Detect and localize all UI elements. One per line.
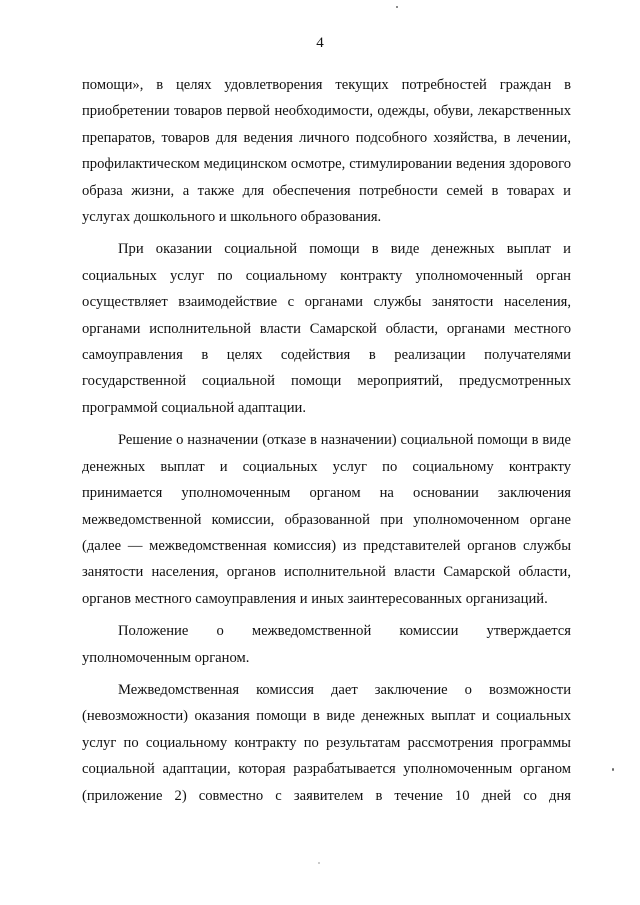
- paragraph-commission-conclusion: Межведомственная комиссия дает заключение о возможности (невозможности) оказания помощи в виде денежных выплат и социальных услуг по социальному контракту по результатам рассмотрения программы социальной адаптации, которая разрабатывается уполномоченным органом (приложение 2) совместно с заявителем в течение 10 дней со дня: [82, 681, 571, 804]
- paragraph-commission-regulation: Положение о межведомственной комиссии утверждается уполномоченным органом.: [82, 623, 571, 666]
- paragraph-decision-on-assistance: Решение о назначении (отказе в назначении) социальной помощи в виде денежных выплат и социальных услуг по социальному контракту принимается уполномоченным органом на основании заключения межведомственной комиссии, образованной при уполномоченном органе (далее — межведомственная комиссия) из представителей органов службы занятости населения, органов исполнительной власти Самарской области, органов местного самоуправления и иных заинтересованных организаций.: [82, 432, 571, 607]
- scan-speck: [318, 862, 320, 864]
- scan-speck: [612, 768, 614, 771]
- page-number: 4: [316, 35, 324, 51]
- scan-speck: [396, 6, 398, 8]
- document-body: [82, 72, 571, 809]
- paragraph-social-assistance-interaction: При оказании социальной помощи в виде денежных выплат и социальных услуг по социальному контракту уполномоченный орган осуществляет взаимодействие с органами службы занятости населения, органами исполнительной власти Самарской области, органами местного самоуправления в целях содействия в реализации получателями государственной социальной помощи мероприятий, предусмотренных программой социальной адаптации.: [82, 241, 571, 416]
- paragraph-continuation: помощи», в целях удовлетворения текущих потребностей граждан в приобретении товаров первой необходимости, одежды, обуви, лекарственных препаратов, товаров для ведения личного подсобного хозяйства, в лечении, профилактическом медицинском осмотре, стимулировании ведения здорового образа жизни, а также для обеспечения потребности семей в товарах и услугах дошкольного и школьного образования.: [82, 77, 571, 226]
